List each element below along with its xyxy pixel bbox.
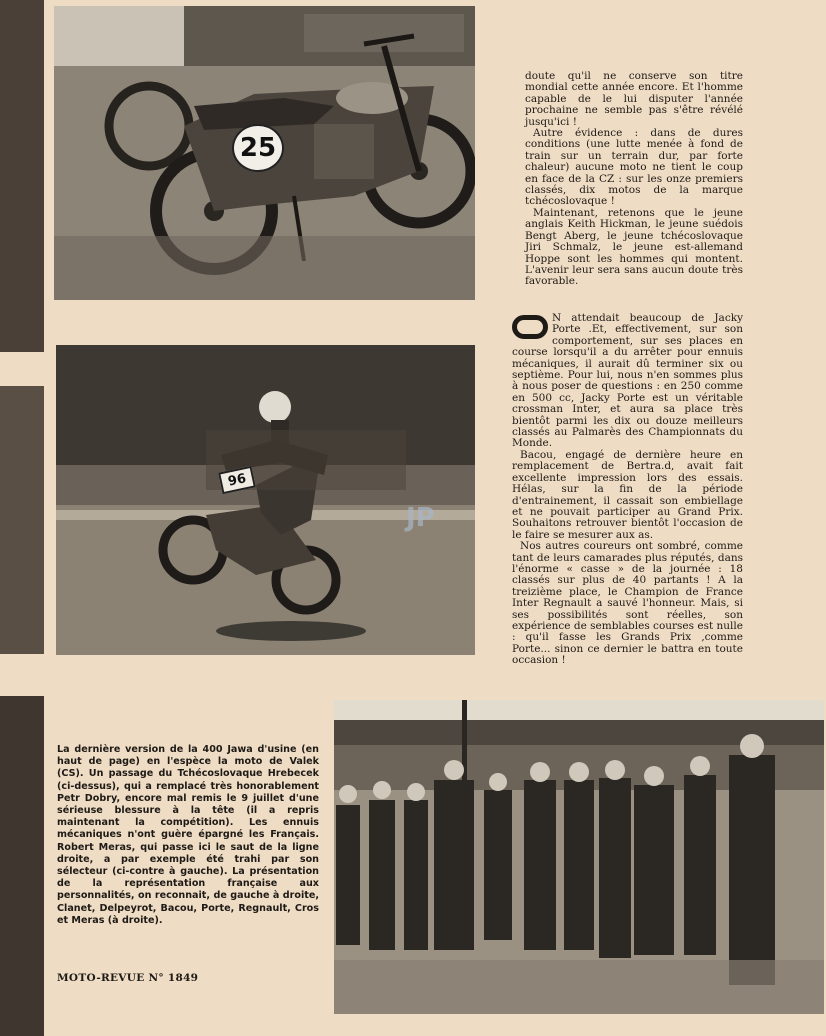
left-edge-strip-top [0, 0, 44, 352]
paragraph: doute qu'il ne conserve son titre mondial cette année encore. Et l'homme capable de le lui disputer l'année prochaine ne semble pas s'être révélé jusqu'ici ! [525, 70, 743, 128]
paragraph: Nos autres coureurs ont sombré, comme tant de leurs camarades plus réputés, dans l'énorme « casse » de la journée : 18 classés sur plus de 40 partants ! A la treizième place, le Champion de France Inter Regnault a sauvé l'honneur. Mais, si ses possibilités sont réelles, son expérience de semblables courses est nulle : qu'il fasse les Grands Prix ,comme Porte... sinon ce dernier le battra en toute occasion ! [512, 540, 743, 667]
paragraph: Autre évidence : dans de dures conditions (une lutte menée à fond de train sur un terrain dur, par forte chaleur) aucune moto ne tient le coup en face de la CZ : sur les onze premiers classés, dix motos de la marque tchécoslovaque ! [525, 127, 743, 208]
photo-rider-jump [56, 345, 475, 655]
photo-caption: La dernière version de la 400 Jawa d'usine (en haut de page) en l'espèce la moto de Valek (CS). Un passage du Tchécoslovaque Hrebecek (ci-dessus), qui a remplacé très honorablement Petr Dobry, encore mal remis le 9 juillet d'une sérieuse blessure à la tête (il a repris maintenant la compétition). Les ennuis mécaniques n'ont guère épargné les Français. Robert Meras, qui passe ici le saut de la ligne droite, a par exemple été trahi par son sélecteur (ci-contre à gauche). La présentation de la représentation française aux personnalités, on reconnait, de gauche à droite, Clanet, Delpeyrot, Bacou, Porte, Regnault, Cros et Meras (à droite). [57, 744, 319, 926]
race-number-plate [232, 124, 284, 172]
dropcap-letter-o [512, 315, 548, 339]
paragraph: Bacou, engagé de dernière heure en remplacement de Bertra.d, avait fait excellente impression lors des essais. Hélas, sur la fin de la période d'entrainement, il cassait son embiellage et ne pouvait participer au Grand Prix. Souhaitons retrouver bientôt l'occasion de le faire se mesurer aux as. [512, 448, 743, 541]
left-edge-strip-middle [0, 386, 44, 654]
magazine-footer: MOTO-REVUE N° 1849 [57, 972, 199, 984]
paragraph: Maintenant, retenons que le jeune anglais Keith Hickman, le jeune suédois Bengt Aberg, le jeune tchécoslovaque Jiri Schmalz, le jeune est-allemand Hoppe sont les hommes qui montent. L'avenir leur sera sans aucun doute très favorable. [525, 206, 743, 288]
lead-paragraph [512, 313, 743, 450]
left-edge-strip-bottom [0, 696, 44, 1036]
article-column-bottom [512, 313, 743, 667]
race-number-text: 25 [239, 133, 277, 163]
photo-team-presentation [334, 700, 824, 1014]
race-number-text-96: 96 [226, 470, 248, 490]
lead-paragraph-text: N attendait beaucoup de Jacky Porte .Et, effectivement, sur son comportement, sur ses places en course lorsqu'il a du arrêter pour ennuis mécaniques, il aurait dû terminer six ou septième. Pour lui, nous n'en sommes plus à nous poser de questions : en 250 comme en 500 cc, Jacky Porte est un véritable crossman Inter, et aura sa place très bientôt parmi les dix ou douze meilleurs classés au Palmarès des Championnats du Monde. [512, 312, 743, 450]
article-column-top [525, 71, 743, 288]
photo-jawa-motorcycle [54, 6, 475, 300]
watermark: JP [406, 503, 435, 533]
